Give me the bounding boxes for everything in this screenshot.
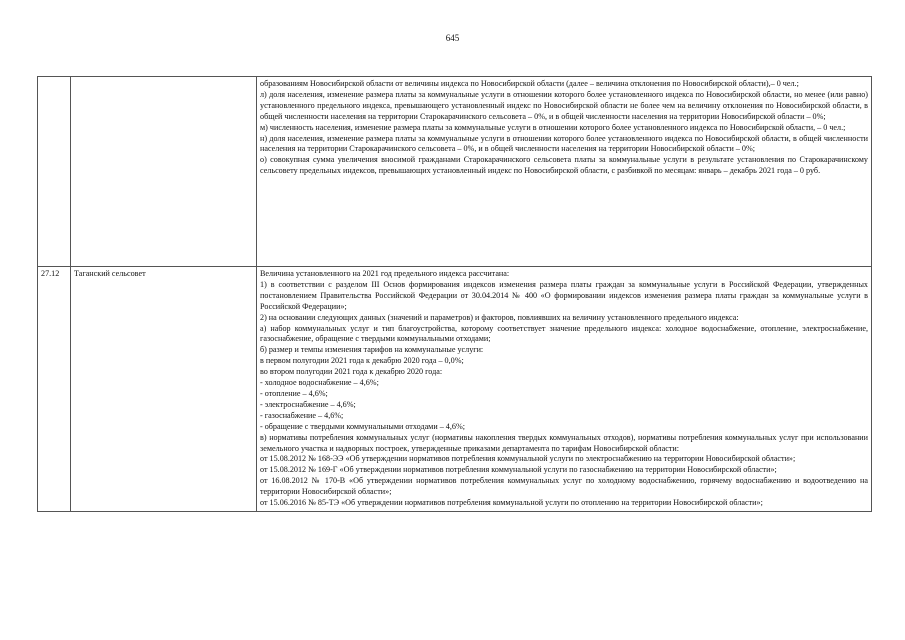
municipality-cell <box>71 77 257 267</box>
row-number-cell: 27.12 <box>38 267 71 512</box>
row-number-cell <box>38 77 71 267</box>
paragraph: от 15.08.2012 № 169-Г «Об утверждении нормативов потребления коммунальной услуги по газоснабжению на территории Новосибирской области»; <box>260 465 777 475</box>
paragraph: н) доля населения, изменение размера платы за коммунальные услуги в отношении которого более установленного индекса по Новосибирской области, в общей численности населения на территории Старокарачинского сельсовета – 0%, и в общей численности населения на территории Новосибирской области – 0%; <box>260 133 868 154</box>
list-item: - электроснабжение – 4,6%; <box>260 399 356 409</box>
paragraph: м) численность населения, изменение размера платы за коммунальные услуги в отношении которого более установленного индекса по Новосибирской области, – 0 чел.; <box>260 122 846 132</box>
paragraph: Величина установленного на 2021 год предельного индекса рассчитана: <box>260 269 510 278</box>
paragraph: б) размер и темпы изменения тарифов на коммунальные услуги: <box>260 345 484 355</box>
paragraph: в) нормативы потребления коммунальных услуг (нормативы накопления твердых коммунальных отходов), нормативы потребления коммунальных услуг при использовании земельного участка и надворных построек, утвержденные приказами департамента по тарифам Новосибирской области: <box>260 432 868 453</box>
paragraph: в первом полугодии 2021 года к декабрю 2020 года – 0,0%; <box>260 356 464 366</box>
paragraph: от 16.08.2012 № 170-В «Об утверждении нормативов потребления коммунальных услуг по холодному водоснабжению, горячему водоснабжению и водоотведению на территории Новосибирской области»; <box>260 476 868 497</box>
description-cell <box>257 77 872 267</box>
description-cell <box>257 267 872 512</box>
paragraph: о) совокупная сумма увеличения вносимой гражданами Старокарачинского сельсовета платы за коммунальные услуги в результате установления по Старокарачинскому сельсовету предельных индексов, превышающих установленный индекс по Новосибирской области, с разбивкой по месяцам: январь – декабрь 2021 года – 0 руб. <box>260 155 868 176</box>
list-item: - отопление – 4,6%; <box>260 388 328 398</box>
table-row <box>38 77 872 267</box>
list-item: - холодное водоснабжение – 4,6%; <box>260 378 379 388</box>
paragraph: 1) в соответствии с разделом III Основ формирования индексов изменения размера платы граждан за коммунальные услуги в Российской Федерации, утвержденных постановлением Правительства Российской Федерации от 30.04.2014 № 400 «О формировании индексов изменения размера платы граждан за коммунальные услуги в Российской Федерации»; <box>260 279 868 311</box>
paragraph: от 15.06.2016 № 85-ТЭ «Об утверждении нормативов потребления коммунальной услуги по отоплению на территории Новосибирской области»; <box>260 498 763 508</box>
municipality-cell: Таганский сельсовет <box>71 267 257 512</box>
list-item: - газоснабжение – 4,6%; <box>260 410 344 420</box>
list-item: - обращение с твердыми коммунальными отходами – 4,6%; <box>260 421 465 431</box>
indices-table <box>37 76 872 512</box>
table-row <box>38 267 872 512</box>
paragraph: от 15.08.2012 № 168-ЭЭ «Об утверждении нормативов потребления коммунальной услуги по электроснабжению на территории Новосибирской области»; <box>260 454 796 464</box>
paragraph: во втором полугодии 2021 года к декабрю 2020 года: <box>260 367 443 377</box>
paragraph: л) доля населения, изменение размера платы за коммунальные услуги в отношении которого более установленного индекса по Новосибирской области, но менее (или равно) установленного предельного индекса, превышающего установленный индекс по Новосибирской области не более чем на величину отклонения по Новосибирской области, в общей численности населения на территории Старокарачинского сельсовета – 0%, и в общей численности населения на территории Новосибирской области – 0%; <box>260 89 868 121</box>
paragraph: образованиям Новосибирской области от величины индекса по Новосибирской области (далее – величина отклонения по Новосибирской области),– 0 чел.; <box>260 79 799 88</box>
paragraph: а) набор коммунальных услуг и тип благоустройства, которому соответствует значение предельного индекса: холодное водоснабжение, отопление, электроснабжение, газоснабжение, обращение с твердыми коммунальными отходами; <box>260 323 868 344</box>
page-number: 645 <box>445 33 460 43</box>
paragraph: 2) на основании следующих данных (значений и параметров) и факторов, повлиявших на величину установленного предельного индекса: <box>260 312 739 322</box>
